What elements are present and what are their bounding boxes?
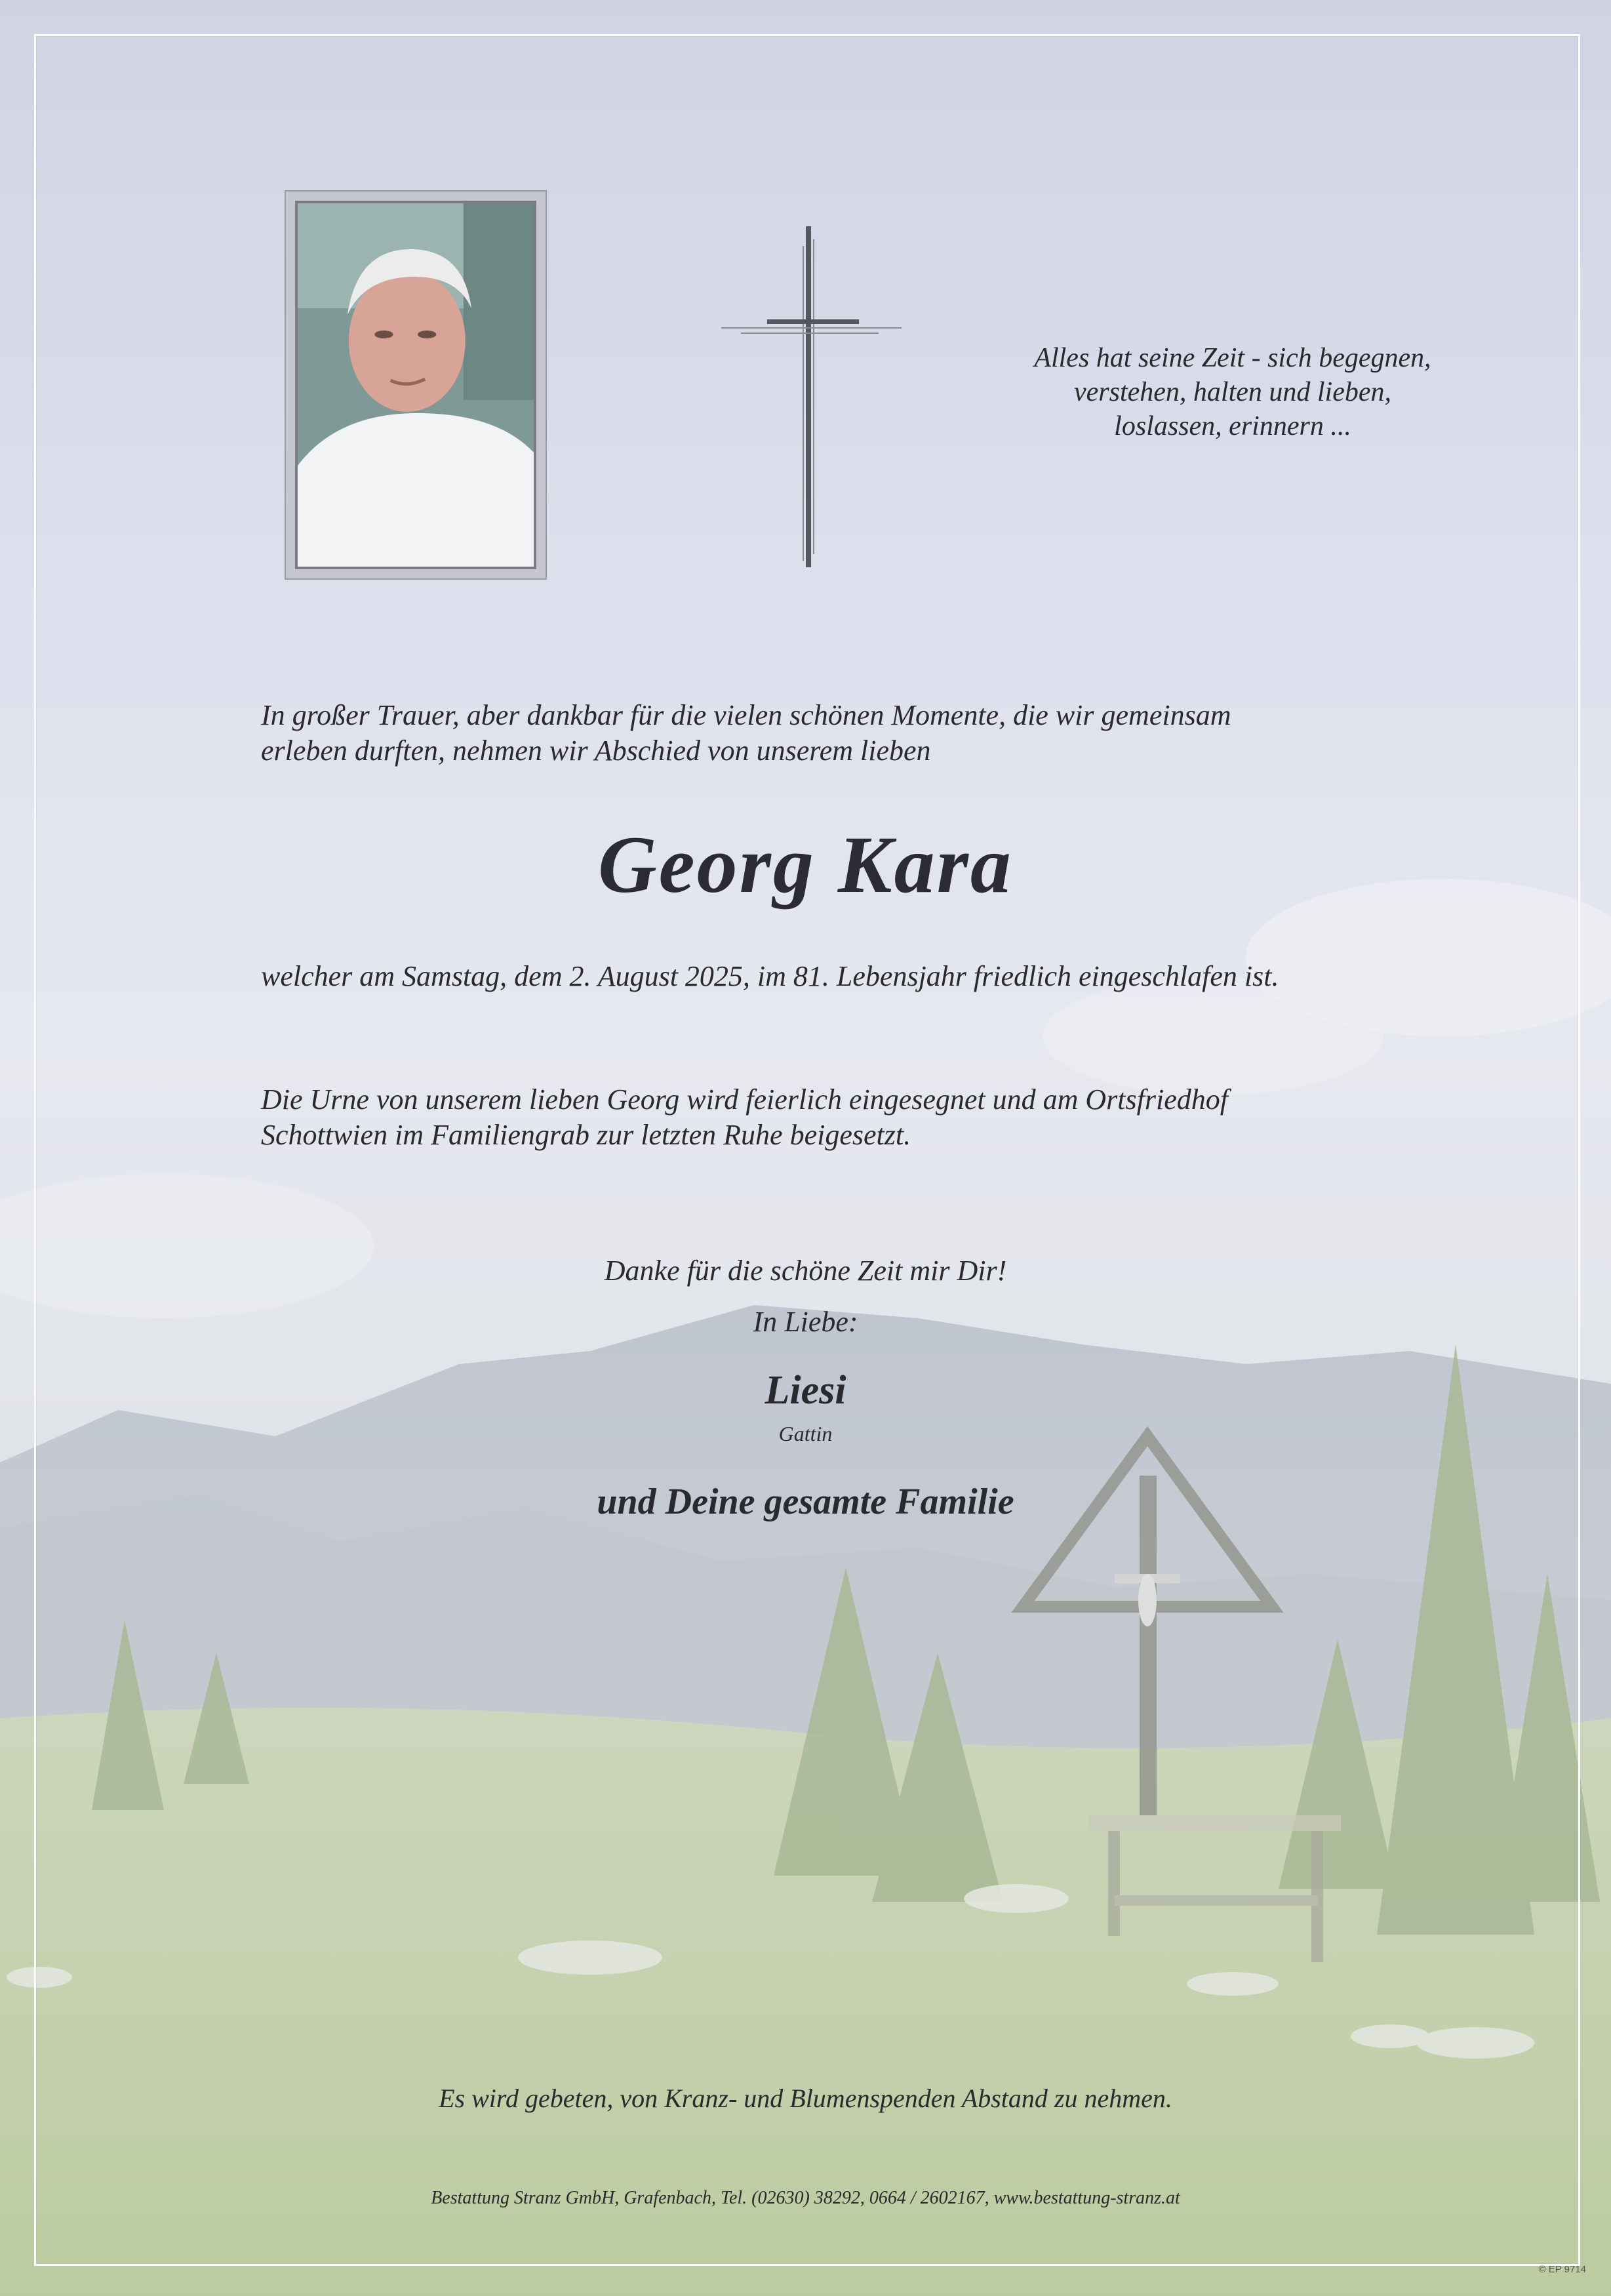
ceremony-line: Schottwien im Familiengrab zur letzten Ruhe beigesetzt. [261,1119,911,1151]
intro-line: In großer Trauer, aber dankbar für die vielen schönen Momente, die wir gemeinsam [261,699,1231,731]
ceremony-line: Die Urne von unserem lieben Georg wird feierlich eingesegnet und am Ortsfriedhof [261,1083,1228,1116]
intro-paragraph [261,698,1422,769]
death-notice-text: welcher am Samstag, dem 2. August 2025, im 81. Lebensjahr friedlich eingeschlafen ist. [261,960,1279,992]
mourner-name: Liesi [765,1368,846,1413]
family-text: und Deine gesamte Familie [597,1481,1014,1522]
motto-line: Alles hat seine Zeit - sich begegnen, [1034,343,1431,373]
thanks-text: Danke für die schöne Zeit mir Dir! [604,1255,1007,1287]
motto-line: verstehen, halten und lieben, [1073,377,1392,407]
intro-line: erleben durften, nehmen wir Abschied von unserem lieben [261,735,931,767]
motto-quote [964,341,1502,443]
in-love-text: In Liebe: [753,1306,858,1338]
motto-line: loslassen, erinnern ... [1114,411,1351,441]
deceased-name: Georg Kara [598,820,1013,910]
mourner-relation: Gattin [778,1422,833,1445]
cross-icon [721,226,902,567]
funeral-home-footer: Bestattung Stranz GmbH, Grafenbach, Tel. (02630) 38292, 0664 / 2602167, www.bestattung-stranz.at [431,2188,1180,2208]
print-code: © EP 9714 [1538,2264,1586,2275]
donation-request: Es wird gebeten, von Kranz- und Blumenspenden Abstand zu nehmen. [439,2084,1172,2113]
ceremony-paragraph [261,1082,1441,1153]
portrait-photo [285,190,547,580]
